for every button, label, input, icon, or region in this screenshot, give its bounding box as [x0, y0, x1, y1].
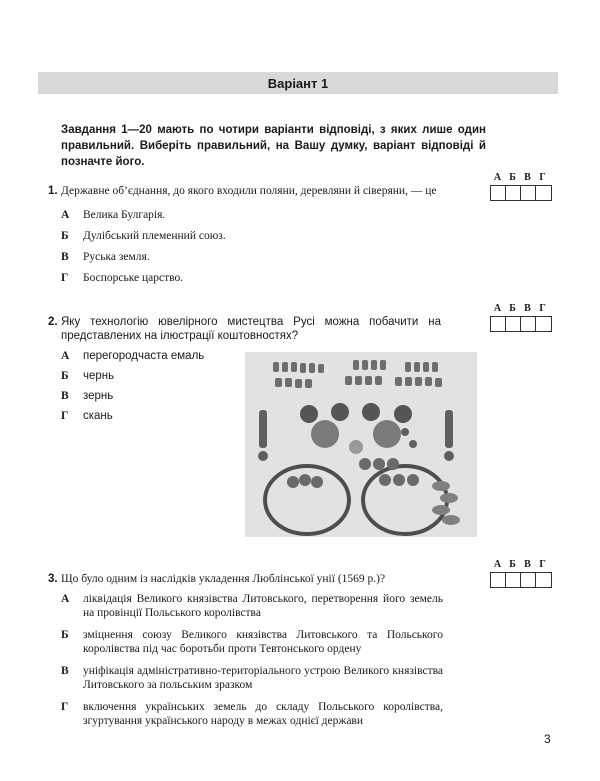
answer-letter: Г	[539, 303, 546, 314]
option-g[interactable]: Г Боспорське царство.	[61, 272, 184, 284]
answer-letter: А	[493, 303, 502, 314]
question-text: Державне об’єднання, до якого входили поляни, деревляни й сіверяни, — це	[61, 185, 437, 197]
option-b[interactable]: Б зміцнення союзу Великого князівства Литовського та Польського королівства під час боротьби проти Тевтонського ордену	[61, 629, 443, 655]
question-3	[48, 572, 443, 728]
option-a[interactable]: А перегородчаста емаль	[61, 350, 205, 362]
answer-box-g[interactable]	[536, 317, 551, 331]
answer-box-v[interactable]	[521, 317, 536, 331]
answer-box-g[interactable]	[536, 186, 551, 200]
page-number: 3	[544, 732, 551, 746]
answer-box-g[interactable]	[536, 573, 551, 587]
option-g[interactable]: Г включення українських земель до складу Польського королівства, згуртування українського народу в межах однієї держави	[61, 701, 443, 727]
answer-letter: А	[493, 559, 502, 570]
answer-box-b[interactable]	[506, 186, 521, 200]
answer-letter: В	[524, 559, 531, 570]
answer-box-a[interactable]	[491, 186, 506, 200]
answer-box-b[interactable]	[506, 573, 521, 587]
answer-letter: Г	[539, 172, 546, 183]
option-b[interactable]: Б чернь	[61, 370, 115, 382]
answer-grid-q1	[490, 172, 552, 201]
answer-letter: В	[524, 172, 531, 183]
answer-letter: Б	[509, 559, 516, 570]
variant-title: Варіант 1	[267, 75, 329, 91]
answer-box-a[interactable]	[491, 317, 506, 331]
option-a[interactable]: А Велика Булгарія.	[61, 209, 166, 221]
question-text: Що було одним із наслідків укладення Люблінської унії (1569 р.)?	[61, 573, 386, 585]
question-1	[48, 184, 443, 285]
option-v[interactable]: В зернь	[61, 390, 114, 402]
answer-grid-q2	[490, 303, 552, 332]
question-text: Яку технологію ювелірного мистецтва Русі можна побачити на представлених на ілюстрації коштовностях?	[61, 316, 441, 342]
answer-box-v[interactable]	[521, 573, 536, 587]
instructions-text: Завдання 1—20 мають по чотири варіанти відповіді, з яких лише один правильний. Виберіть правильний, на Вашу думку, варіант відповіді й позначте його.	[61, 124, 486, 168]
answer-box-v[interactable]	[521, 186, 536, 200]
question-number: 3.	[48, 573, 58, 585]
option-g[interactable]: Г скань	[61, 410, 113, 422]
answer-letter: В	[524, 303, 531, 314]
answer-box-b[interactable]	[506, 317, 521, 331]
option-b[interactable]: Б Дулібський племенний союз.	[61, 230, 226, 242]
option-v[interactable]: В уніфікація адміністративно-територіального устрою Великого князівства Литовського за польським зразком	[61, 665, 443, 691]
answer-letter: Г	[539, 559, 546, 570]
answer-letter: Б	[509, 303, 516, 314]
answer-grid-q3	[490, 559, 552, 588]
option-v[interactable]: В Руська земля.	[61, 251, 150, 263]
option-a[interactable]: А ліквідація Великого князівства Литовського, перетворення його земель на провінції Польського королівства	[61, 593, 443, 619]
variant-header	[38, 72, 558, 94]
question-number: 1.	[48, 185, 58, 197]
answer-letter: А	[493, 172, 502, 183]
jewelry-photo	[245, 352, 477, 537]
question-number: 2.	[48, 316, 58, 328]
answer-letter: Б	[509, 172, 516, 183]
answer-box-a[interactable]	[491, 573, 506, 587]
